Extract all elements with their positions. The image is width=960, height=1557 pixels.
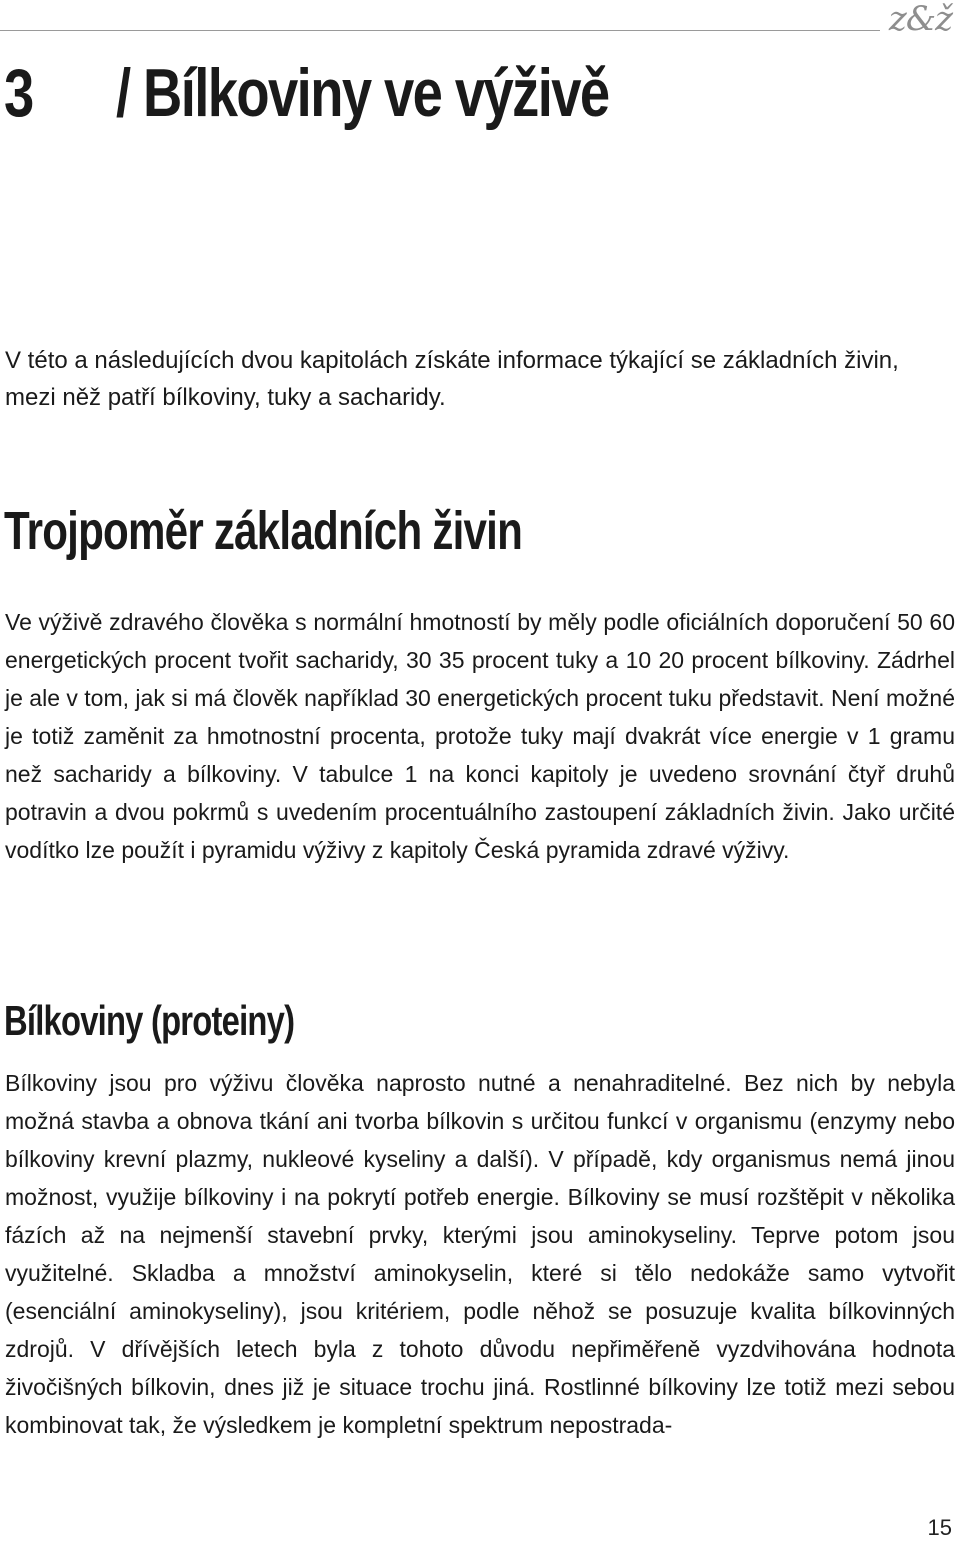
intro-paragraph: V této a následujících dvou kapitolách získáte informace týkající se základních živin, mezi něž patří bílkoviny, tuky a sacharidy.: [5, 347, 899, 411]
page-number: 15: [927, 1515, 952, 1540]
publisher-logo: z&ž: [888, 0, 952, 39]
section-body-nutrient-ratio: Ve výživě zdravého člověka s normální hmotností by měly podle oficiálních doporučení 50 60 energetických procent tvořit sacharidy, 30 35 procent tuky a 10 20 procent bílkoviny. Zádrhel je ale v tom, jak si má člověk například 30 energetických procent tuku představit. Není možné je totiž zaměnit za hmotnostní procenta, protože tuky mají dvakrát více energie v 1 gramu než sacharidy a bílkoviny. V tabulce 1 na konci kapitoly je uvedeno srovnání čtyř druhů potravin a dvou pokrmů s uvedením procentuálního zastoupení základních živin. Jako určité vodítko lze použít i pyramidu výživy z kapitoly Česká pyramida zdravé výživy.: [5, 609, 955, 863]
section-body-proteins: Bílkoviny jsou pro výživu člověka naprosto nutné a nenahraditelné. Bez nich by nebyla možná stavba a obnova tkání ani tvorba bílkovin s určitou funkcí v organismu (enzymy nebo bílkoviny krevní plazmy, nukleové kyseliny a další). V případě, kdy organismus nemá jinou možnost, využije bílkoviny i na pokrytí potřeb energie. Bílkoviny se musí rozštěpit v několika fázích až na nejmenší stavební prvky, kterými jsou aminokyseliny. Teprve potom jsou využitelné. Skladba a množství aminokyselin, které si tělo nedokáže samo vytvořit (esenciální aminokyseliny), jsou kritériem, podle něhož se posuzuje kvalita bílkovinných zdrojů. V dřívějších letech byla z tohoto důvodu nepřiměřeně vyzdvihována hodnota živočišných bílkovin, dnes již je situace trochu jiná. Rostlinné bílkoviny lze totiž mezi sebou kombinovat tak, že výsledkem je kompletní spektrum nepostrada-: [5, 1070, 955, 1438]
chapter-number: 3: [4, 55, 33, 131]
header-divider: [0, 30, 880, 31]
section-heading-nutrient-ratio: Trojpoměr základních živin: [4, 501, 523, 561]
chapter-title-text: / Bílkoviny ve výživě: [116, 55, 609, 131]
section-heading-proteins: Bílkoviny (proteiny): [4, 997, 295, 1044]
chapter-title: [4, 56, 609, 131]
